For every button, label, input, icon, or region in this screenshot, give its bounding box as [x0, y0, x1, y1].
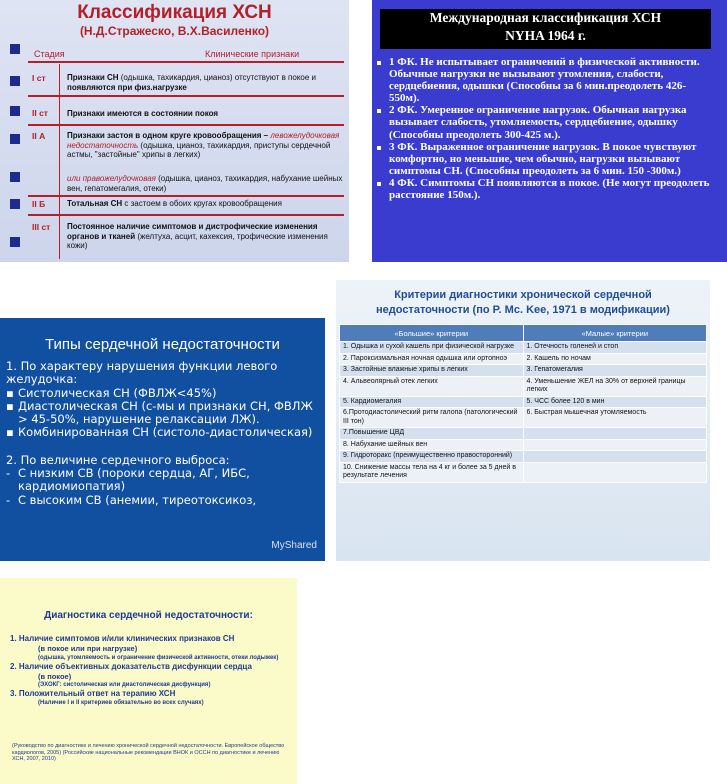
table-row [340, 408, 707, 428]
list-item: - С высоким СВ (анемии, тиреотоксикоз, [6, 492, 257, 507]
list-item-note: (ЭХОКГ: систолическая или диастолическая дисфункция) [38, 682, 211, 688]
list-item: 2. Наличие объективных доказательств дисфункции сердца [10, 661, 252, 671]
major-criterion-cell: 7.Повышение ЦВД [340, 428, 524, 440]
column-header-stage: Стадия [34, 49, 65, 59]
list-item: - С низким СВ (пороки сердца, АГ, ИБС, кардиомиопатия) [6, 466, 250, 494]
list-item-note: (Наличие I и II критериев обязательно во всех случаях) [38, 700, 204, 706]
bullet-square-icon [377, 109, 381, 113]
slide2-title [380, 9, 711, 49]
slide4-title-line1: Критерии диагностики хронической сердечной [394, 289, 652, 301]
list-item: 3 ФК. Выраженное ограничение нагрузок. В покое чувствуют комфортно, но меньшие, чем обычно, нагрузки вызывают симптомы СН. (Способны преодолеть за 6 мин. 150 -300м.) [376, 141, 716, 177]
major-criterion-cell: 6.Протодиастолический ритм галопа (патологический III тон) [340, 408, 524, 428]
table-row [340, 353, 707, 365]
bullet-square-icon [10, 172, 20, 182]
bullet-square-icon [377, 182, 381, 186]
minor-criterion-cell: 1. Отечность голеней и стоп [523, 342, 707, 354]
row-divider [28, 214, 344, 216]
list-item: 4 ФК. Симптомы СН появляются в покое. (Не могут преодолеть расстояние 150м.). [376, 177, 716, 201]
stage-description: Признаки застоя в одном круге кровообращения – левожелудочковая недостаточность (одышка, цианоз, тахикардия, приступы сердечной астмы, "застойные" хрипы в легких) [67, 131, 340, 159]
major-criterion-cell: 3. Застойные влажные хрипы в легких [340, 365, 524, 377]
minor-criterion-cell: 5. ЧСС более 120 в мин [523, 396, 707, 408]
bullet-square-icon [10, 237, 20, 247]
slide-hf-diagnostics [0, 578, 297, 784]
slide5-body [10, 634, 292, 707]
bullet-square-icon [10, 76, 20, 86]
row-divider [28, 95, 344, 97]
table-row [340, 451, 707, 463]
slide-heart-failure-types [0, 318, 325, 561]
row-divider [28, 124, 344, 126]
minor-criterion-cell: 4. Уменьшение ЖЕЛ на 30% от верхней границы легких [523, 376, 707, 396]
slide-nyha-classification [372, 0, 727, 262]
minor-criterion-cell: 2. Кашель по ночам [523, 353, 707, 365]
major-criterion-cell: 10. Снижение массы тела на 4 кг и более за 5 дней в результате лечения [340, 462, 524, 482]
slide1-subtitle: (Н.Д.Стражеско, В.Х.Василенко) [79, 24, 270, 38]
stage-label: II Б [32, 199, 46, 209]
bullet-square-icon [377, 146, 381, 150]
minor-criterion-cell: 6. Быстрая мышечная утомляемость [523, 408, 707, 428]
bullet-square-icon [10, 134, 20, 144]
bullet-square-icon [10, 106, 20, 116]
list-item: 1. Наличие симптомов и/или клинических признаков СН [10, 634, 235, 643]
table-row [340, 376, 707, 396]
bullet-square-icon [377, 61, 381, 65]
list-item: 3. Положительный ответ на терапию ХСН [10, 689, 176, 698]
table-row [340, 428, 707, 440]
minor-criterion-cell [523, 439, 707, 451]
stage-description: Постоянное наличие симптомов и дистрофические изменения органов и тканей (желтуха, асцит, кахексия, трофические изменения кожи) [67, 222, 328, 250]
major-criterion-cell: 9. Гидроторакс (преимущественно правосторонний) [340, 451, 524, 463]
major-criterion-cell: 8. Набухание шейных вен [340, 439, 524, 451]
slide3-title: Типы сердечной недостаточности [45, 336, 280, 353]
stage-description: Признаки имеются в состоянии покоя [67, 109, 219, 118]
column-divider [59, 64, 60, 259]
table-row [340, 462, 707, 482]
stage-label: II ст [32, 108, 48, 118]
minor-criterion-cell [523, 428, 707, 440]
slide4-title-line2: недостаточности (по P. Mc. Kee, 1971 в модификации) [376, 304, 670, 316]
reference-note: (Руководство по диагностике и лечению хронической сердечной недостаточности. Европейское общество кардиологов, 2005) (Российские национальные рекомендации ВНОК и ОССН по диагностике и лечению ХСН, 2007, 2010) [12, 743, 285, 762]
column-header-major: «Большие» критерии [340, 325, 524, 342]
list-item: ▪ Комбинированная СН (систоло-диастолическая) [6, 425, 313, 440]
list-item: 2 ФК. Умеренное ограничение нагрузок. Обычная нагрузка вызывает слабость, утомляемость, сердцебиение, одышку (Способны преодолеть 300-425 м.). [376, 104, 716, 140]
list-item: 1 ФК. Не испытывает ограничений в физической активности. Обычные нагрузки не вызывают утомления, слабости, сердцебиения, одышки (Способны за 6 мин.преодолеть 426-550м). [376, 56, 716, 104]
column-header-minor: «Малые» критерии [523, 325, 707, 342]
stage-description: или правожелудочковая (одышка, цианоз, тахикардия, набухание шейных вен, гепатомегалия, отеки) [67, 174, 343, 193]
slide1-title: Классификация ХСН [77, 2, 272, 23]
bullet-square-icon [10, 199, 20, 209]
stage-description: Тотальная СН с застоем в обоих кругах кровообращения [67, 199, 282, 208]
list-heading: 2. По величине сердечного выброса: [6, 452, 230, 467]
slide-mckee-criteria [336, 280, 710, 561]
list-item: ▪ Диастолическая СН (с-мы и признаки СН, ФВЛЖ > 45-50%, нарушение релаксации ЛЖ). [6, 398, 313, 427]
slide5-title: Диагностика сердечной недостаточности: [44, 610, 253, 621]
minor-criterion-cell [523, 451, 707, 463]
list-item-sub: (в покое или при нагрузке) [38, 644, 138, 653]
header-divider [28, 61, 344, 63]
minor-criterion-cell [523, 462, 707, 482]
row-divider [28, 195, 344, 197]
watermark-logo: MyShared [271, 540, 317, 551]
slide4-title [336, 288, 710, 318]
stage-description: Признаки СН (одышка, тахикардия, цианоз) отсутствуют в покое и появляются при физ.нагрузке [67, 73, 317, 92]
list-heading: 1. По характеру нарушения функции левого желудочка: [6, 359, 278, 387]
list-item: ▪ Систолическая СН (ФВЛЖ<45%) [6, 385, 217, 400]
major-criterion-cell: 5. Кардиомегалия [340, 396, 524, 408]
stage-label: II А [32, 131, 46, 141]
bullet-square-icon [10, 44, 20, 54]
major-criterion-cell: 1. Одышка и сухой кашель при физической нагрузке [340, 342, 524, 354]
slide2-title-line2: NYHA 1964 г. [505, 28, 586, 43]
table-row [340, 396, 707, 408]
nyha-class-list [376, 56, 716, 201]
minor-criterion-cell: 3. Гепатомегалия [523, 365, 707, 377]
table-row [340, 439, 707, 451]
table-row [340, 365, 707, 377]
major-criterion-cell: 2. Пароксизмальная ночная одышка или ортопноэ [340, 353, 524, 365]
slide3-body [6, 360, 318, 507]
column-header-signs: Клинические признаки [205, 49, 300, 59]
list-item-note: (одышка, утомляемость и ограничение физической активности, отеки лодыжек) [38, 654, 279, 661]
stage-label: III ст [32, 222, 51, 232]
criteria-table [339, 324, 707, 483]
stage-label: I ст [32, 73, 46, 83]
slide2-title-line1: Международная классификация ХСН [429, 10, 662, 25]
slide-classification-strazhesko [0, 0, 349, 262]
table-row [340, 342, 707, 354]
list-item-sub: (в покое) [38, 671, 72, 681]
major-criterion-cell: 4. Альвеолярный отек легких [340, 376, 524, 396]
